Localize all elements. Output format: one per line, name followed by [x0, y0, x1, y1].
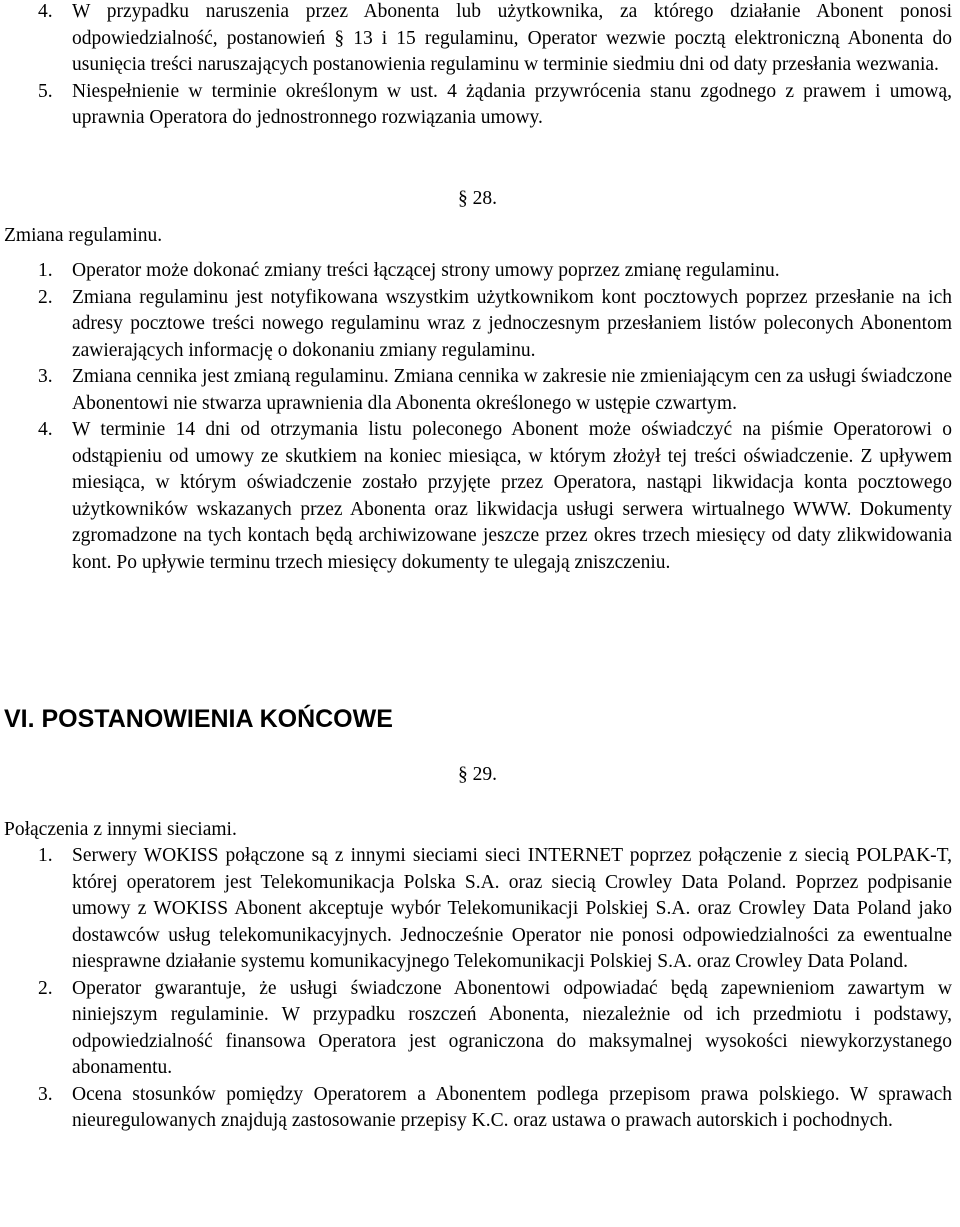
paragraph-list-1 [0, 0, 956, 132]
item-text: Serwery WOKISS połączone są z innymi sieciami sieci INTERNET poprzez połączenie z siecią POLPAK-T, której operatorem jest Telekomunikacja Polska S.A. oraz siecią Crowley Data Poland. Poprzez podpisanie umowy z WOKISS Abonent akceptuje wybór Telekomunikacji Polskiej S.A. oraz Crowley Data Poland jako dostawców usług telekomunikacyjnych. Jednocześnie Operator nie ponosi odpowiedzialności za ewentualne niesprawne działanie systemu komunikacyjnego Telekomunikacji Polskiej S.A. oraz Crowley Data Poland. [72, 845, 952, 972]
item-text: Operator może dokonać zmiany treści łączącej strony umowy poprzez zmianę regulaminu. [72, 260, 780, 281]
item-text: Zmiana regulaminu jest notyfikowana wszystkim użytkownikom kont pocztowych poprzez przesłanie na ich adresy pocztowe treści nowego regulaminu wraz z jednoczesnym przesłaniem listów poleconych Abonentom zawierających informację o dokonaniu zmiany regulaminu. [72, 286, 952, 361]
item-text: Niespełnienie w terminie określonym w ust. 4 żądania przywrócenia stanu zgodnego z prawem i umową, uprawnia Operatora do jednostronnego rozwiązania umowy. [72, 80, 952, 128]
section-heading-29: Połączenia z innymi sieciami. [4, 819, 237, 840]
item-number: 5. [38, 80, 53, 102]
list-item [0, 1082, 956, 1135]
item-number: 3. [38, 366, 53, 387]
item-number: 4. [38, 419, 53, 440]
list-item [0, 417, 956, 576]
paragraph-list-2 [0, 258, 956, 576]
list-item [0, 976, 956, 1082]
item-text: Zmiana cennika jest zmianą regulaminu. Zmiana cennika w zakresie nie zmieniającym cen za usługi świadczone Abonentowi nie stwarza uprawnienia dla Abonenta określonego w ustępie czwartym. [72, 366, 952, 414]
item-number: 2. [38, 286, 53, 308]
section-heading-28: Zmiana regulaminu. [4, 225, 163, 246]
section-sign-29: § 29. [458, 764, 497, 785]
list-item [0, 258, 956, 285]
list-item [0, 843, 956, 976]
list-item [0, 0, 956, 79]
item-number: 1. [38, 845, 53, 866]
item-number: 4. [38, 1, 53, 22]
list-item [0, 79, 956, 132]
item-text: W terminie 14 dni od otrzymania listu poleconego Abonent może oświadczyć na piśmie Operatorowi o odstąpieniu od umowy ze skutkiem na koniec miesiąca, w którym złożył tej treści oświadczenie. Z upływem miesiąca, w którym oświadczenie zostało przyjęte przez Operatora, nastąpi likwidacja konta pocztowego użytkowników wskazanych przez Abonenta oraz likwidacja usługi serwera wirtualnego WWW. Dokumenty zgromadzone na tych kontach będą archiwizowane jeszcze przez okres trzech miesięcy od daty zlikwidowania kont. Po upływie terminu trzech miesięcy dokumenty te ulegają zniszczeniu. [72, 419, 952, 573]
paragraph-list-3 [0, 843, 956, 1135]
list-item [0, 364, 956, 417]
item-number: 3. [38, 1083, 53, 1105]
list-item [0, 285, 956, 365]
item-text: Ocena stosunków pomiędzy Operatorem a Abonentem podlega przepisom prawa polskiego. W sprawach nieuregulowanych znajdują zastosowanie przepisy K.C. oraz ustawa o prawach autorskich i pochodnych. [72, 1083, 952, 1131]
item-number: 1. [38, 260, 53, 281]
chapter-heading: VI. POSTANOWIENIA KOŃCOWE [4, 705, 393, 733]
item-number: 2. [38, 977, 53, 999]
section-sign-28: § 28. [458, 188, 497, 209]
item-text: Operator gwarantuje, że usługi świadczone Abonentowi odpowiadać będą zapewnieniom zawartym w niniejszym regulaminie. W przypadku roszczeń Abonenta, niezależnie od ich przedmiotu i podstawy, odpowiedzialność finansowa Operatora jest ograniczona do maksymalnej wysokości niewykorzystanego abonamentu. [72, 977, 952, 1078]
item-text: W przypadku naruszenia przez Abonenta lub użytkownika, za którego działanie Abonent ponosi odpowiedzialność, postanowień § 13 i 15 regulaminu, Operator wezwie pocztą elektroniczną Abonenta do usunięcia treści naruszających postanowienia regulaminu w terminie siedmiu dni od daty przesłania wezwania. [72, 1, 952, 75]
